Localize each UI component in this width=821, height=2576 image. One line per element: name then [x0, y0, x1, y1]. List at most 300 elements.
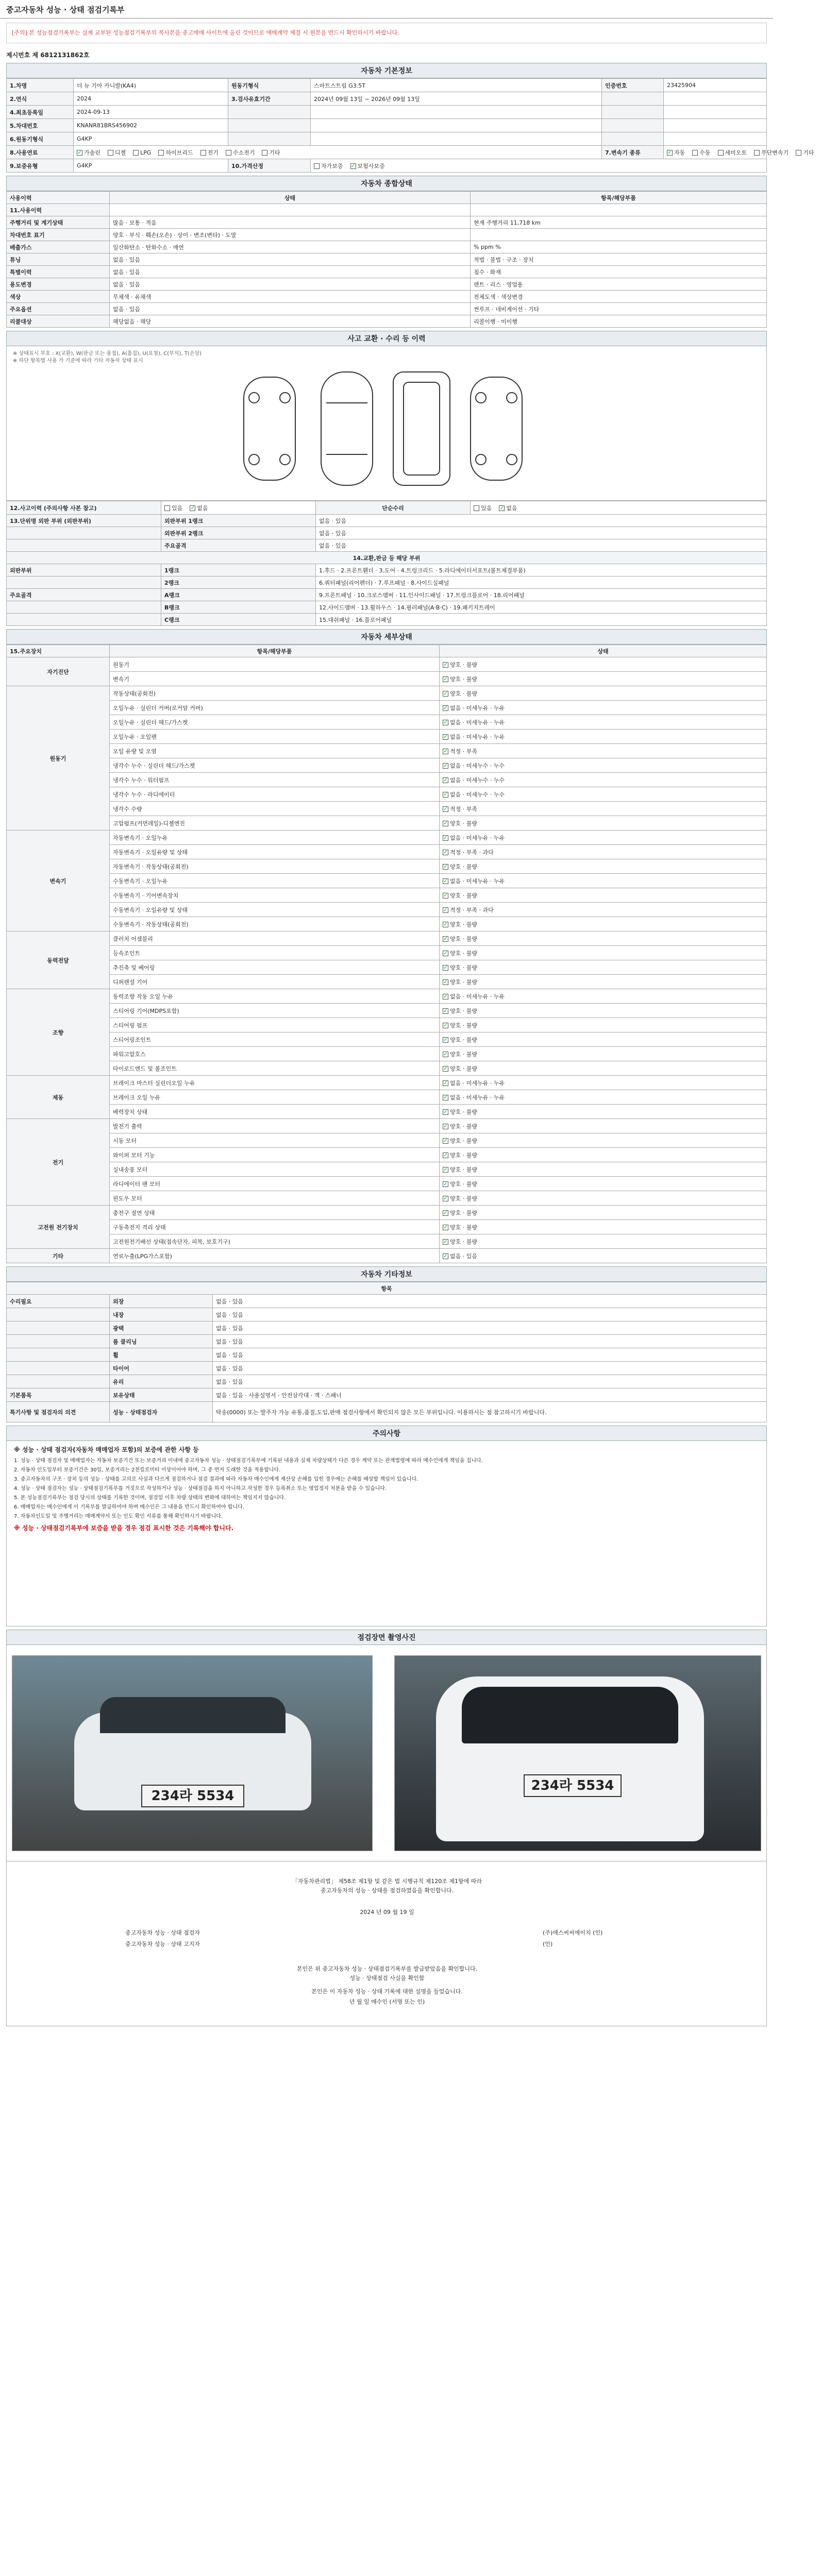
detail-row — [7, 787, 767, 802]
repair-option — [474, 505, 492, 512]
checkbox-icon — [443, 763, 448, 769]
detail-item-label: 연료누출(LPG가스포함) — [110, 1249, 440, 1263]
basic-cell: 6.원동기형식 — [7, 132, 74, 146]
checkbox-icon — [443, 792, 448, 798]
extra-row — [7, 1335, 767, 1348]
general-row-label: 리콜대상 — [7, 315, 110, 328]
sign-date: 2024 년 09 월 19 일 — [360, 1909, 414, 1916]
simple-repair-options — [471, 501, 767, 515]
basic-cell: 1.차명 — [7, 79, 74, 92]
detail-group-name: 전기 — [7, 1119, 110, 1206]
detail-item-label: 수동변속기 · 작동상태(공회전) — [110, 917, 440, 931]
basic-info-section — [6, 63, 814, 173]
general-row — [7, 216, 767, 229]
checkbox-icon — [443, 1109, 448, 1115]
rear-photo — [394, 1655, 761, 1851]
detail-item-state — [440, 1191, 767, 1206]
detail-item-state-text: 양호 · 불량 — [450, 1166, 477, 1173]
basic-cell: G4KP — [74, 132, 228, 146]
general-row-label: 튜닝 — [7, 253, 110, 266]
checkbox-icon — [443, 1239, 448, 1245]
detail-row — [7, 802, 767, 816]
sign-body — [6, 1861, 767, 2026]
general-state-title: 자동차 종합상태 — [6, 176, 767, 191]
transmission-option-label: 세미오토 — [725, 149, 747, 156]
extra-row-value: 없음 · 있음 — [213, 1348, 767, 1362]
checkbox-icon — [443, 922, 448, 927]
general-row-label: 주요옵션 — [7, 303, 110, 315]
notes-body — [6, 1441, 767, 1626]
detail-item-state — [440, 960, 767, 975]
extra-row — [7, 1362, 767, 1375]
general-row-state: 없음 · 있음 — [110, 303, 471, 315]
detail-row — [7, 730, 767, 744]
general-state-table — [6, 191, 767, 328]
transmission-option — [718, 149, 747, 156]
accident-option — [164, 505, 182, 512]
transmission-option-label: 기타 — [803, 149, 814, 156]
extra-info-table — [6, 1282, 767, 1422]
detail-item-state-text: 없음 · 미세누유 · 누유 — [450, 877, 505, 885]
checkbox-icon — [350, 163, 356, 169]
price-label: 10.가격산정 — [228, 159, 311, 173]
detail-row — [7, 946, 767, 960]
detail-item-label: 브레이크 마스터 실린더오일 누유 — [110, 1076, 440, 1090]
checkbox-icon — [754, 150, 760, 156]
detail-item-state-text: 적정 · 부족 · 과다 — [450, 849, 494, 856]
transmission-option — [796, 149, 814, 156]
checkbox-icon — [314, 163, 320, 169]
detail-item-state-text: 없음 · 미세누유 · 누유 — [450, 834, 505, 841]
accident-options — [161, 501, 316, 515]
extra-row-group — [7, 1362, 110, 1375]
basic-cell: 더 뉴 기아 카니발(KA4) — [74, 79, 228, 92]
detail-item-label: 스티어링 기어(MDPS포함) — [110, 1004, 440, 1018]
detail-item-state-text: 없음 · 미세누유 · 누유 — [450, 1079, 505, 1087]
detail-item-label: 변속기 — [110, 672, 440, 686]
detail-item-state — [440, 946, 767, 960]
checkbox-icon — [474, 505, 479, 511]
extra-row — [7, 1388, 767, 1402]
detail-item-label: 시동 모터 — [110, 1133, 440, 1148]
detail-row — [7, 744, 767, 758]
damage-detail-rank: 1랭크 — [161, 564, 316, 577]
basic-cell: 23425904 — [664, 79, 767, 92]
detail-item-state-text: 양호 · 불량 — [450, 921, 477, 928]
detail-row — [7, 1032, 767, 1047]
checkbox-icon — [718, 150, 724, 156]
damage-detail-parts: 9.프론트패널 · 10.크로스멤버 · 11.인사이드패널 · 17.트렁크플로어 · 18.리어패널 — [316, 589, 767, 601]
detail-item-label: 타이로드엔드 및 볼조인트 — [110, 1061, 440, 1076]
checkbox-icon — [443, 835, 448, 841]
detail-item-state — [440, 859, 767, 874]
checkbox-icon — [443, 1052, 448, 1057]
detail-item-label: 동력조향 작동 오일 누유 — [110, 989, 440, 1004]
detail-group-name: 고전원 전기장치 — [7, 1206, 110, 1249]
fuel-option — [158, 149, 193, 156]
repair-option-label: 없음 — [506, 504, 517, 512]
basic-cell — [664, 92, 767, 106]
detail-row — [7, 1191, 767, 1206]
notes-footer: ※ 성능 · 상태점검기록부에 보증을 받을 경우 점검 표시한 것은 기록해야 합니다. — [14, 1524, 234, 1532]
general-row-label: 색상 — [7, 291, 110, 303]
receipt-line-1: 본인은 위 중고자동차 성능 · 상태점검기록부를 발급받았음을 확인합니다. — [296, 1965, 478, 1972]
basic-info-title: 자동차 기본정보 — [6, 63, 767, 78]
photos-section — [6, 1630, 767, 1861]
detail-state-table — [6, 645, 767, 1263]
detail-item-state-text: 양호 · 불량 — [450, 964, 477, 971]
detail-item-state — [440, 1133, 767, 1148]
detail-row — [7, 1177, 767, 1191]
extra-row-label: 룸 클리닝 — [110, 1335, 213, 1348]
detail-item-state — [440, 787, 767, 802]
detail-item-label: 배력장치 상태 — [110, 1105, 440, 1119]
warranty-option-label: 보험사보증 — [357, 162, 385, 170]
checkbox-icon — [108, 150, 113, 156]
detail-item-label: 작동상태(공회전) — [110, 686, 440, 701]
general-row-detail: 현재 주행거리 11,718 km — [471, 216, 767, 229]
fuel-option-label: 전기 — [207, 149, 219, 156]
detail-item-state — [440, 1162, 767, 1177]
general-state-section — [6, 176, 767, 328]
detail-item-state-text: 양호 · 불량 — [450, 1022, 477, 1029]
detail-item-state-text: 없음 · 있음 — [450, 1252, 477, 1260]
windshield-shape — [100, 1697, 286, 1733]
checkbox-icon — [443, 1225, 448, 1230]
fuel-option — [262, 149, 280, 156]
detail-row — [7, 845, 767, 859]
detail-item-state-text: 양호 · 불량 — [450, 1007, 477, 1014]
detail-item-label: 냉각수 누수 · 워터펌프 — [110, 773, 440, 787]
detail-item-state — [440, 802, 767, 816]
statement-line-2: 중고자동차의 성능 · 상태를 점검하였음을 확인합니다. — [320, 1887, 454, 1894]
detail-item-state-text: 없음 · 미세누유 · 누유 — [450, 733, 505, 740]
checkbox-icon — [443, 1167, 448, 1173]
checkbox-icon — [443, 1066, 448, 1072]
transmission-option — [692, 149, 710, 156]
repair-option-label: 있음 — [481, 504, 492, 512]
general-row-state: 없음 · 있음 — [110, 278, 471, 291]
basic-cell — [602, 92, 664, 106]
checkbox-icon — [692, 150, 698, 156]
checkbox-icon — [443, 994, 448, 999]
damage-section — [6, 331, 767, 626]
extra-row-label: 보유상태 — [110, 1388, 213, 1402]
damage-row-label: 주요골격 — [161, 539, 316, 552]
basic-row — [7, 119, 767, 132]
detail-item-label: 브레이크 오일 누유 — [110, 1090, 440, 1105]
extra-info-section — [6, 1266, 767, 1422]
fuel-option — [226, 149, 255, 156]
general-row-label: 용도변경 — [7, 278, 110, 291]
basic-cell — [602, 119, 664, 132]
general-row-label: 주행거리 및 계기상태 — [7, 216, 110, 229]
damage-row — [7, 515, 767, 527]
detail-item-label: 윈도우 모터 — [110, 1191, 440, 1206]
basic-cell — [664, 132, 767, 146]
detail-item-label: 원동기 — [110, 657, 440, 672]
notes-item: 7. 자동차인도일 및 주행거리는 매매계약서 또는 인도 확인 서류를 통해 확인하시기 바랍니다. — [14, 1514, 223, 1519]
general-row — [7, 315, 767, 328]
extra-row-group — [7, 1375, 110, 1388]
detail-item-label: 와이퍼 모터 기능 — [110, 1148, 440, 1162]
detail-row — [7, 831, 767, 845]
basic-cell: 5.차대번호 — [7, 119, 74, 132]
detail-item-state-text: 양호 · 불량 — [450, 675, 477, 683]
checkbox-icon — [443, 705, 448, 711]
detail-item-label: 냉각수 수량 — [110, 802, 440, 816]
checkbox-icon — [226, 150, 231, 156]
detail-item-label: 수동변속기 · 기어변속장치 — [110, 888, 440, 903]
detail-row — [7, 1061, 767, 1076]
detail-item-state — [440, 1076, 767, 1090]
damage-row-label: 외판부위 2랭크 — [161, 527, 316, 539]
document-title: 중고자동차 성능 · 상태 점검기록부 — [0, 0, 773, 19]
general-row — [7, 303, 767, 315]
general-row-state: 일산화탄소 · 탄화수소 · 매연 — [110, 241, 471, 253]
detail-col-item: 항목/해당부품 — [110, 645, 440, 657]
checkbox-icon — [443, 1023, 448, 1028]
basic-cell — [228, 106, 311, 119]
checkbox-icon — [443, 749, 448, 754]
detail-item-state — [440, 1234, 767, 1249]
inspector-value: (주)에스씨씨에이치 (인) — [543, 1929, 603, 1936]
basic-cell — [311, 106, 602, 119]
checkbox-icon — [443, 864, 448, 870]
general-row-state: 없음 · 있음 — [110, 266, 471, 278]
detail-item-state-text: 양호 · 불량 — [450, 1108, 477, 1115]
extra-row-value: 없음 · 있음 — [213, 1308, 767, 1321]
fuel-option — [77, 149, 100, 156]
detail-item-label: 스티어링 펌프 — [110, 1018, 440, 1032]
general-row — [7, 241, 767, 253]
general-row-state: 양호 · 부식 · 훼손(오손) · 상이 · 변조(변타) · 도말 — [110, 229, 471, 241]
extra-col-item: 항목 — [7, 1282, 767, 1295]
detail-item-label: 자동변속기 · 오일유량 및 상태 — [110, 845, 440, 859]
general-row-label: 11.사용이력 — [7, 204, 110, 216]
detail-item-state — [440, 1004, 767, 1018]
detail-item-state — [440, 1220, 767, 1234]
checkbox-icon — [443, 821, 448, 826]
detail-item-state-text: 양호 · 불량 — [450, 1238, 477, 1245]
detail-col-state: 상태 — [440, 645, 767, 657]
notes-title: 주의사항 — [6, 1426, 767, 1441]
detail-item-label: 등속조인트 — [110, 946, 440, 960]
detail-item-label: 고전원전기배선 상태(접속단자, 피복, 보호기구) — [110, 1234, 440, 1249]
detail-item-state — [440, 1177, 767, 1191]
detail-item-state — [440, 1018, 767, 1032]
damage-detail-row — [7, 577, 767, 589]
checkbox-icon — [443, 850, 448, 855]
extra-row-value: 없음 · 있음 — [213, 1362, 767, 1375]
detail-row — [7, 917, 767, 931]
detail-item-label: 고압펌프(커먼레일)-디젤엔진 — [110, 816, 440, 831]
extra-info-title: 자동차 기타정보 — [6, 1266, 767, 1282]
checkbox-icon — [190, 505, 195, 511]
transmission-label: 7.변속기 종류 — [602, 146, 664, 159]
detail-item-state-text: 양호 · 불량 — [450, 892, 477, 899]
car-outline-icon — [239, 367, 527, 490]
notes-item: 4. 성능 · 상태 점검자는 성능 · 상태점검기록부를 거짓으로 작성하거나 성능 · 상태점검을 하지 아니하고 작성한 경우 등록취소 또는 영업정지 처분을 받을 수 있습니다. — [14, 1486, 387, 1492]
detail-group-name: 조향 — [7, 989, 110, 1076]
extra-row-value: 없음 · 있음 — [213, 1321, 767, 1335]
general-row-detail: 침수 · 화재 — [471, 266, 767, 278]
checkbox-icon — [443, 1210, 448, 1216]
damage-row-label: 외판부위 1랭크 — [161, 515, 316, 527]
detail-item-state — [440, 730, 767, 744]
extra-row-group: 기본품목 — [7, 1388, 110, 1402]
general-row — [7, 278, 767, 291]
accident-option-label: 없음 — [197, 504, 208, 512]
front-plate: 234라 5534 — [141, 1785, 244, 1807]
basic-cell: KNANR81BRS456902 — [74, 119, 228, 132]
checkbox-icon — [443, 806, 448, 812]
warranty-value: G4KP — [74, 159, 228, 173]
basic-cell: 2024 — [74, 92, 228, 106]
extra-row-value: 없음 · 있음 — [213, 1375, 767, 1388]
detail-item-state-text: 양호 · 불량 — [450, 1050, 477, 1058]
detail-item-state — [440, 816, 767, 831]
extra-row-value: 없음 · 있음 · 사용설명서 · 안전삼각대 · 잭 · 스패너 — [213, 1388, 767, 1402]
notes-item: 1. 성능 · 상태 점검자 및 매매업자는 자동차 보증기간 또는 보증거리 이내에 중고자동차 성능 · 상태점검기록부에 기록된 내용과 실제 차량상태가 다른 경우 계약 또는 관계법령에 따라 매수인에게 책임을 집니다. — [14, 1458, 483, 1464]
detail-item-state — [440, 845, 767, 859]
detail-row — [7, 1076, 767, 1090]
fuel-options — [74, 146, 602, 159]
general-col-usage: 사용이력 — [7, 192, 110, 204]
detail-item-state — [440, 1206, 767, 1220]
detail-item-state-text: 없음 · 미세누유 · 누유 — [450, 993, 505, 1000]
general-row-detail — [471, 204, 767, 216]
detail-item-state — [440, 672, 767, 686]
extra-row-group — [7, 1308, 110, 1321]
detail-item-state-text: 양호 · 불량 — [450, 1209, 477, 1216]
detail-item-state — [440, 758, 767, 773]
general-row-detail: 렌트 · 리스 · 영업용 — [471, 278, 767, 291]
detail-item-state — [440, 1249, 767, 1263]
detail-item-state — [440, 831, 767, 845]
detail-row — [7, 960, 767, 975]
checkbox-icon — [667, 150, 673, 156]
detail-row — [7, 975, 767, 989]
notes-section — [6, 1426, 767, 1626]
detail-item-label: 라디에이터 팬 모터 — [110, 1177, 440, 1191]
checkbox-icon — [443, 1124, 448, 1129]
detail-item-label: 실내송풍 모터 — [110, 1162, 440, 1177]
general-row — [7, 291, 767, 303]
checkbox-icon — [443, 1253, 448, 1259]
detail-row — [7, 1249, 767, 1263]
photos-body — [6, 1645, 767, 1861]
damage-detail-row — [7, 601, 767, 614]
simple-repair-label: 단순수리 — [316, 501, 471, 515]
detail-item-label: 수동변속기 · 오일누유 — [110, 874, 440, 888]
general-row-detail: 적법 · 불법 · 구조 · 장치 — [471, 253, 767, 266]
basic-info-table — [6, 78, 814, 173]
notes-item: 3. 중고자동차의 구조 · 장치 등의 성능 · 상태를 고의로 사실과 다르게 점검하거나 점검 결과에 따라 자동차 매수인에게 재산상 손해를 입힌 경우에는 손해를 배상할 책임이 있습니다. — [14, 1477, 418, 1482]
basic-cell: 2024-09-13 — [74, 106, 228, 119]
accident-option — [190, 505, 208, 512]
detail-item-label: 발전기 출력 — [110, 1119, 440, 1133]
extra-row-value: 없음 · 있음 — [213, 1295, 767, 1308]
detail-row — [7, 1105, 767, 1119]
checkbox-icon — [443, 1080, 448, 1086]
extra-row-group — [7, 1348, 110, 1362]
car-diagram — [6, 346, 767, 501]
detail-group-name: 기타 — [7, 1249, 110, 1263]
general-col-state: 상태 — [110, 192, 471, 204]
basic-cell: 스마트스트림 G3.5T — [311, 79, 602, 92]
detail-item-state-text: 양호 · 불량 — [450, 950, 477, 957]
detail-item-state-text: 없음 · 미세누유 · 누유 — [450, 719, 505, 726]
extra-row-label: 휠 — [110, 1348, 213, 1362]
detail-item-state-text: 양호 · 불량 — [450, 820, 477, 827]
general-row — [7, 253, 767, 266]
extra-row-group — [7, 1335, 110, 1348]
fuel-option — [133, 149, 151, 156]
checkbox-icon — [499, 505, 505, 511]
warranty-label: 9.보증유형 — [7, 159, 74, 173]
general-row-detail — [471, 229, 767, 241]
detail-group-name: 동력전달 — [7, 931, 110, 989]
detail-item-state — [440, 1061, 767, 1076]
checkbox-icon — [443, 1138, 448, 1144]
general-row-detail: 전체도색 · 색상변경 — [471, 291, 767, 303]
dealer-value: (인) — [543, 1941, 553, 1947]
damage-detail-parts: 12.사이드멤버 · 13.휠하우스 · 14.필러패널(A·B·C) · 19.패키지트레이 — [316, 601, 767, 614]
detail-row — [7, 859, 767, 874]
warranty-option — [350, 163, 385, 170]
checkbox-icon — [443, 1037, 448, 1043]
accident-option-label: 있음 — [172, 504, 183, 512]
damage-detail-group: 외판부위 — [7, 564, 161, 577]
damage-detail-group — [7, 577, 161, 589]
general-row-state: 해당없음 · 해당 — [110, 315, 471, 328]
checkbox-icon — [443, 936, 448, 942]
detail-item-state-text: 없음 · 미세누유 · 누유 — [450, 704, 505, 711]
checkbox-icon — [262, 150, 267, 156]
detail-item-state-text: 양호 · 불량 — [450, 1151, 477, 1159]
basic-cell — [228, 119, 311, 132]
detail-state-section — [6, 629, 767, 1263]
accident-label: 12.사고이력 (주의사항 사본 참고) — [7, 501, 161, 515]
detail-item-state-text: 양호 · 불량 — [450, 690, 477, 697]
notes-item: 5. 본 성능점검기록부는 점검 당시의 상태를 기록한 것이며, 점검일 이후 차량 상태의 변화에 대하여는 책임지지 않습니다. — [14, 1495, 286, 1501]
damage-table — [6, 501, 767, 626]
basic-row — [7, 79, 767, 92]
detail-row — [7, 1162, 767, 1177]
detail-row — [7, 1004, 767, 1018]
general-row-detail: % ppm % — [471, 241, 767, 253]
general-row — [7, 229, 767, 241]
detail-item-state — [440, 1090, 767, 1105]
damage-row-group: 13.단위명 외판 부위 (외판부위) — [7, 515, 161, 527]
warranty-option — [314, 163, 343, 170]
general-row-state: 무채색 · 유채색 — [110, 291, 471, 303]
basic-cell — [311, 119, 602, 132]
checkbox-icon — [158, 150, 164, 156]
fuel-option — [200, 149, 219, 156]
checkbox-icon — [443, 893, 448, 899]
fuel-option-label: 가솔린 — [84, 149, 100, 156]
extra-row-label: 유리 — [110, 1375, 213, 1388]
basic-cell: 3.검사유효기간 — [228, 92, 311, 106]
detail-row — [7, 903, 767, 917]
general-col-detail: 항목/해당부품 — [471, 192, 767, 204]
detail-row — [7, 1018, 767, 1032]
damage-detail-rank: 2랭크 — [161, 577, 316, 589]
detail-row — [7, 874, 767, 888]
detail-parts-title: 14.교환,판금 등 해당 부위 — [7, 552, 767, 564]
